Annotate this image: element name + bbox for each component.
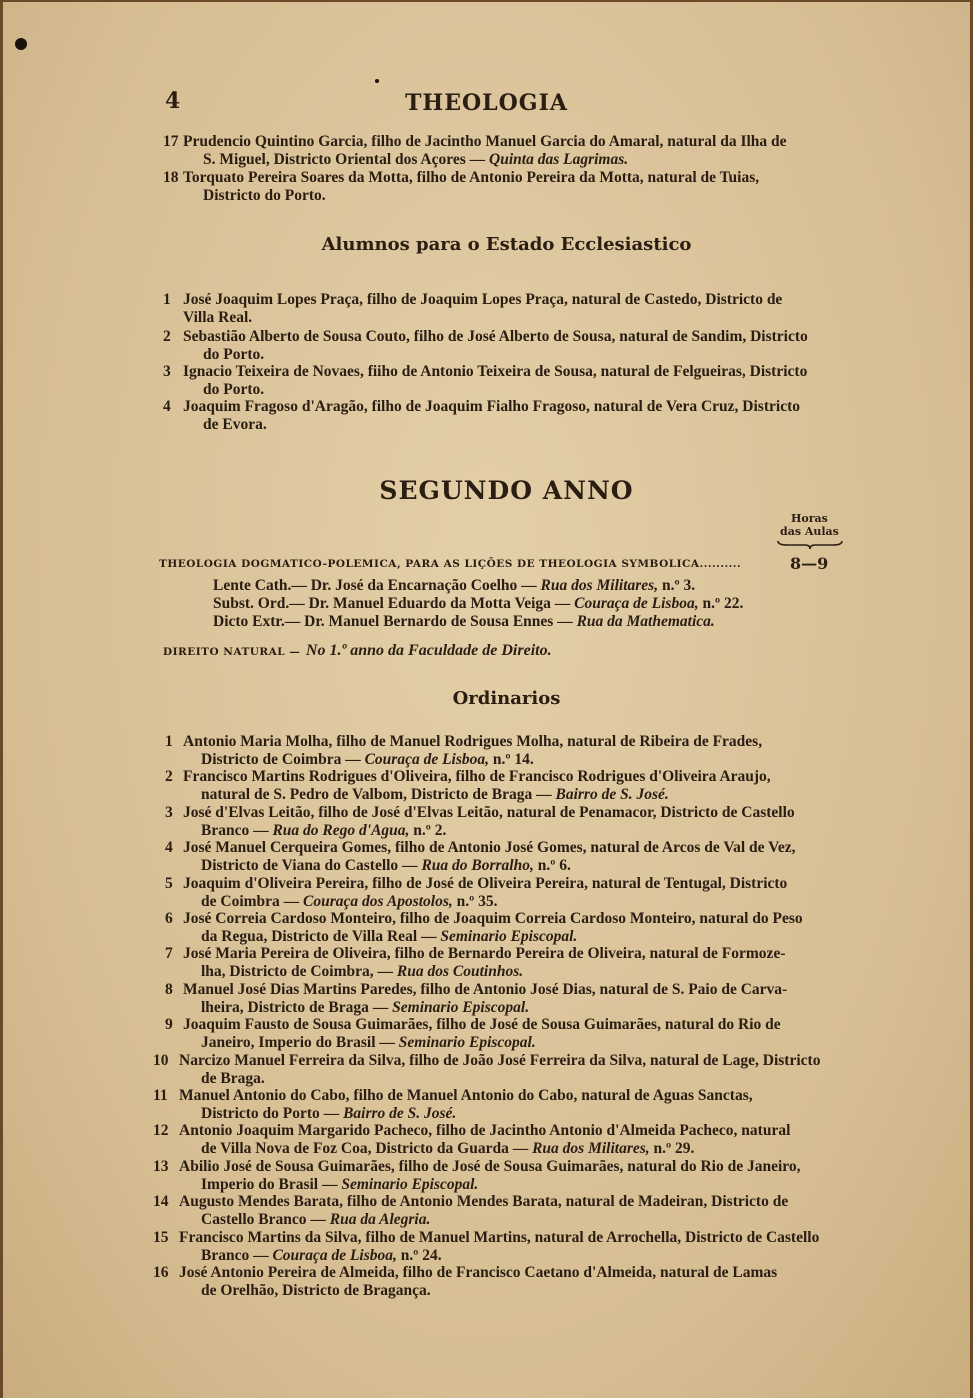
section-heading: Ordinarios	[452, 688, 561, 709]
course-note: No 1.º anno da Faculdade de Direito.	[305, 642, 552, 659]
entry-line: José Maria Pereira de Oliveira, filho de Bernardo Pereira de Oliveira, natural de Formoze-	[183, 945, 786, 963]
entry-line: de Braga.	[201, 1069, 265, 1087]
running-head: THEOLOGIA	[405, 90, 568, 116]
entry-line: de Coimbra — Couraça dos Apostolos, n.º 35.	[201, 892, 498, 910]
hours-header-line: das Aulas	[780, 525, 839, 538]
entry-address: Rua dos Coutinhos.	[396, 963, 524, 981]
hours-header-line: Horas	[791, 512, 828, 525]
entry-line: Janeiro, Imperio do Brasil — Seminario Episcopal.	[201, 1034, 536, 1052]
entry-number: 3	[163, 363, 171, 380]
entry-line: Sebastião Alberto de Sousa Couto, filho de José Alberto de Sousa, natural de Sandim, Districto	[183, 328, 808, 345]
entry-line: Torquato Pereira Soares da Motta, filho de Antonio Pereira da Motta, natural de Tuias,	[183, 169, 760, 186]
entry-line: Prudencio Quintino Garcia, filho de Jacintho Manuel Garcia do Amaral, natural da Ilha de	[183, 133, 787, 150]
entry-line: José d'Elvas Leitão, filho de José d'Elvas Leitão, natural de Penamacor, Districto de Castello	[183, 803, 795, 821]
entry-address: Seminario Episcopal.	[440, 928, 578, 945]
entry-line: S. Miguel, Districto Oriental dos Açores — Quinta das Lagrimas.	[203, 151, 629, 168]
entry-line: Abilio José de Sousa Guimarães, filho de José de Sousa Guimarães, natural do Rio de Janeiro,	[179, 1157, 801, 1175]
entry-line: Districto de Coimbra — Couraça de Lisboa, n.º 14.	[201, 751, 534, 768]
entry-line: Antonio Maria Molha, filho de Manuel Rodrigues Molha, natural de Ribeira de Frades,	[183, 733, 763, 750]
entry-line: Castello Branco — Rua da Alegria.	[201, 1211, 431, 1229]
entry-number: 1	[165, 733, 173, 750]
entry-line: do Porto.	[203, 381, 265, 398]
entry-line: Manuel José Dias Martins Paredes, filho de Antonio José Dias, natural de S. Paio de Carva-	[183, 980, 788, 998]
entry-number: 2	[165, 768, 173, 786]
entry-number: 7	[165, 945, 173, 963]
entry-line: lheira, Districto de Braga — Seminario Episcopal.	[201, 998, 530, 1016]
entry-line: José Joaquim Lopes Praça, filho de Joaquim Lopes Praça, natural de Castedo, Districto de	[183, 291, 783, 308]
entry-line: Joaquim Fragoso d'Aragão, filho de Joaquim Fialho Fragoso, natural de Vera Cruz, Districto	[183, 398, 800, 415]
lecturer-address: Rua da Mathematica.	[576, 613, 715, 630]
section-heading: Alumnos para o Estado Ecclesiastico	[321, 234, 692, 255]
entry-line: lha, Districto de Coimbra, — Rua dos Coutinhos.	[201, 963, 524, 981]
entry-line: Joaquim d'Oliveira Pereira, filho de José de Oliveira Pereira, natural de Tentugal, Districto	[183, 874, 788, 892]
brace-icon	[777, 540, 843, 550]
entry-line: Districto do Porto — Bairro de S. José.	[201, 1105, 457, 1122]
entry-line: natural de S. Pedro de Valbom, Districto de Braga — Bairro de S. José.	[201, 786, 669, 804]
entry-number: 1	[163, 291, 171, 308]
entry-line: Districto do Porto.	[203, 187, 326, 204]
entry-line: Districto de Viana do Castello — Rua do Borralho, n.º 6.	[201, 857, 571, 875]
entry-address: Seminario Episcopal.	[392, 998, 530, 1016]
lecturer-address: Rua dos Militares,	[540, 577, 659, 594]
entry-line: José Antonio Pereira de Almeida, filho de Francisco Caetano d'Almeida, natural de Lamas	[179, 1264, 778, 1281]
page-number: 4	[165, 88, 181, 114]
entry-address: Couraça de Lisboa,	[364, 751, 490, 768]
entry-address: Quinta das Lagrimas.	[489, 151, 629, 168]
entry-number: 16	[153, 1264, 169, 1281]
entry-number: 5	[165, 874, 173, 892]
course-label: THEOLOGIA DOGMATICO-POLEMICA, PARA AS LIÇÕES DE THEOLOGIA SYMBOLICA..........	[159, 558, 742, 570]
entry-line: Francisco Martins da Silva, filho de Manuel Martins, natural de Arrochella, Districto de Castello	[179, 1228, 820, 1246]
entry-address: Couraça dos Apostolos,	[303, 892, 453, 910]
entry-number: 12	[153, 1122, 169, 1140]
direito-line	[163, 640, 552, 660]
entry-address: Couraça de Lisboa,	[272, 1246, 397, 1264]
entry-number: 10	[153, 1051, 169, 1069]
entry-number: 2	[163, 328, 171, 345]
entry-line: de Orelhão, Districto de Bragança.	[201, 1282, 431, 1299]
entry-number: 17	[163, 133, 179, 150]
entry-line: Joaquim Fausto de Sousa Guimarães, filho de José de Sousa Guimarães, natural do Rio de	[183, 1016, 781, 1034]
entry-line: Branco — Couraça de Lisboa, n.º 24.	[201, 1246, 442, 1264]
entry-number: 3	[165, 803, 173, 821]
lecturer-line: Subst. Ord.— Dr. Manuel Eduardo da Motta Veiga — Couraça de Lisboa, n.º 22.	[213, 595, 744, 612]
entry-line: Ignacio Teixeira de Novaes, fiiho de Antonio Teixeira de Sousa, natural de Felgueiras, Districto	[183, 363, 808, 380]
course-label: DIREITO NATURAL —	[163, 646, 301, 658]
entry-line: de Evora.	[203, 416, 267, 433]
entry-line: do Porto.	[203, 346, 265, 363]
course-hours: 8—9	[790, 554, 829, 573]
ink-spot	[375, 79, 379, 83]
entry-number: 18	[163, 169, 179, 186]
entry-line: Augusto Mendes Barata, filho de Antonio Mendes Barata, natural de Madeiran, Districto de	[179, 1193, 789, 1211]
entry-number: 4	[165, 839, 173, 857]
entry-number: 9	[165, 1016, 173, 1034]
section-heading: SEGUNDO ANNO	[379, 476, 634, 505]
lecturer-address: Couraça de Lisboa,	[574, 595, 699, 612]
entry-address: Rua do Rego d'Agua,	[272, 821, 410, 839]
entry-address: Rua do Borralho,	[421, 857, 534, 875]
entry-line: Manuel Antonio do Cabo, filho de Manuel Antonio do Cabo, natural de Aguas Sanctas,	[179, 1087, 753, 1104]
entry-line: Francisco Martins Rodrigues d'Oliveira, filho de Francisco Rodrigues d'Oliveira Araujo,	[183, 768, 771, 786]
entry-address: Rua dos Militares,	[532, 1140, 650, 1158]
entry-number: 14	[153, 1193, 169, 1211]
lecturer-line: Dicto Extr.— Dr. Manuel Bernardo de Sousa Ennes — Rua da Mathematica.	[213, 613, 715, 630]
entry-number: 11	[153, 1087, 168, 1104]
entry-address: Seminario Episcopal.	[398, 1034, 536, 1052]
entry-address: Rua da Alegria.	[329, 1211, 431, 1229]
entry-number: 8	[165, 980, 173, 998]
entry-address: Bairro de S. José.	[343, 1105, 457, 1122]
entry-number: 6	[165, 910, 173, 927]
entry-line: Antonio Joaquim Margarido Pacheco, filho de Jacintho Antonio d'Almeida Pacheco, natural	[179, 1122, 791, 1140]
entry-number: 4	[163, 398, 171, 415]
entry-line: Branco — Rua do Rego d'Agua, n.º 2.	[201, 821, 447, 839]
entry-number: 13	[153, 1157, 169, 1175]
entry-line: de Villa Nova de Foz Coa, Districto da Guarda — Rua dos Militares, n.º 29.	[201, 1140, 695, 1158]
entry-line: da Regua, Districto de Villa Real — Seminario Episcopal.	[201, 928, 578, 945]
entry-address: Seminario Episcopal.	[341, 1175, 479, 1193]
entry-line: Villa Real.	[183, 309, 253, 326]
entry-line: José Correia Cardoso Monteiro, filho de Joaquim Correia Cardoso Monteiro, natural do Peso	[183, 910, 803, 927]
punch-hole	[15, 38, 27, 50]
hours-header	[780, 512, 839, 538]
entry-number: 15	[153, 1228, 169, 1246]
entry-address: Bairro de S. José.	[555, 786, 669, 804]
lecturer-line: Lente Cath.— Dr. José da Encarnação Coelho — Rua dos Militares, n.º 3.	[213, 577, 696, 594]
entry-line: José Manuel Cerqueira Gomes, filho de Antonio José Gomes, natural de Arcos de Val de Vez,	[183, 839, 796, 857]
entry-line: Narcizo Manuel Ferreira da Silva, filho de João José Ferreira da Silva, natural de Lage, Districto	[179, 1051, 821, 1069]
entry-line: Imperio do Brasil — Seminario Episcopal.	[201, 1175, 479, 1193]
